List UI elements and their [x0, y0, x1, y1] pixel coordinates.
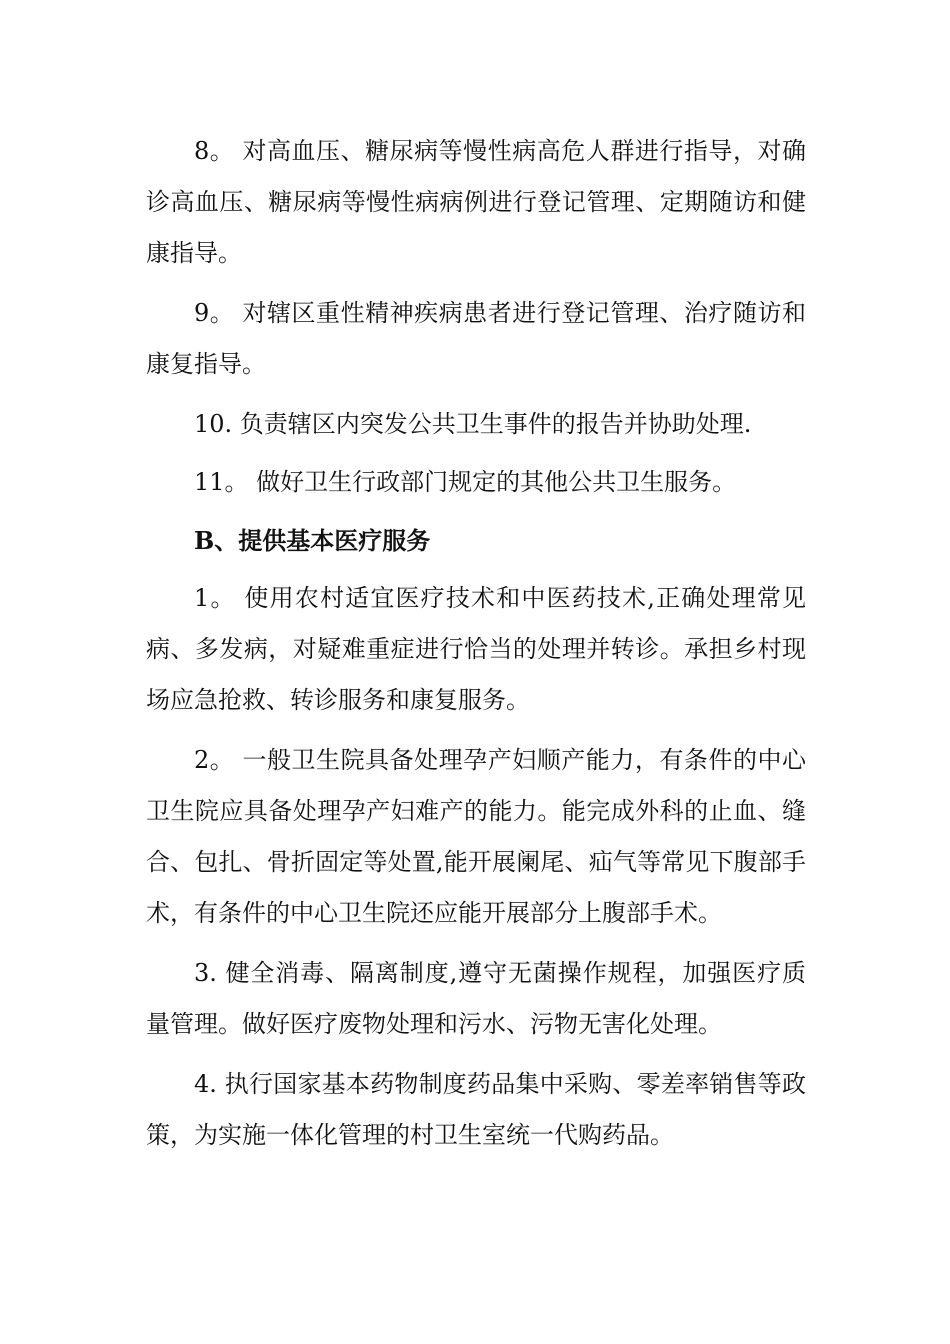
- document-body: [146, 126, 806, 1161]
- item-11-paragraph: 11。 做好卫生行政部门规定的其他公共卫生服务。: [194, 468, 737, 496]
- item-10-paragraph: 10. 负责辖区内突发公共卫生事件的报告并协助处理.: [194, 410, 752, 438]
- item-b1-paragraph: 1。 使用农村适宜医疗技术和中医药技术,正确处理常见病、多发病，对疑难重症进行恰当的处理并转诊。承担乡村现场应急抢救、转诊服务和康复服务。: [146, 584, 806, 714]
- item-b2-paragraph: 2。 一般卫生院具备处理孕产妇顺产能力，有条件的中心卫生院应具备处理孕产妇难产的能力。能完成外科的止血、缝合、包扎、骨折固定等处置,能开展阑尾、疝气等常见下腹部手术，有条件的中心卫生院还应能开展部分上腹部手术。: [146, 746, 806, 927]
- item-b4-paragraph: 4. 执行国家基本药物制度药品集中采购、零差率销售等政策，为实施一体化管理的村卫生室统一代购药品。: [146, 1070, 806, 1149]
- item-9-paragraph: 9。 对辖区重性精神疾病患者进行登记管理、治疗随访和康复指导。: [146, 299, 806, 378]
- item-b3-paragraph: 3. 健全消毒、隔离制度,遵守无菌操作规程，加强医疗质量管理。做好医疗废物处理和污水、污物无害化处理。: [146, 959, 806, 1038]
- item-8-paragraph: 8。 对高血压、糖尿病等慢性病高危人群进行指导，对确诊高血压、糖尿病等慢性病病例进行登记管理、定期随访和健康指导。: [146, 137, 806, 267]
- section-b-heading: B、提供基本医疗服务: [194, 526, 431, 555]
